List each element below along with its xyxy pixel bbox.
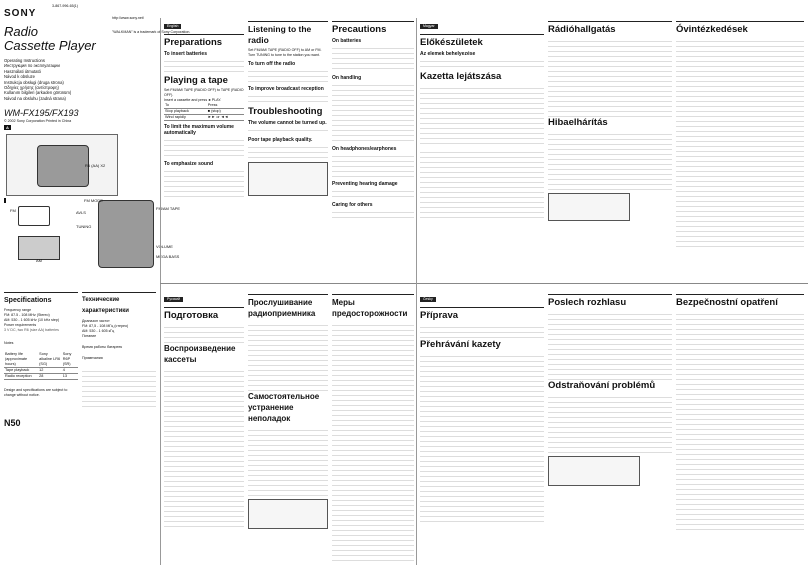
doc-code: 3-867-996-65(1) <box>52 4 78 8</box>
prec-others-sub: Caring for others <box>332 202 373 208</box>
player-main-illustration <box>98 200 154 268</box>
english-col-2 <box>248 14 328 282</box>
cz-radio-title: Poslech rozhlasu <box>548 297 627 308</box>
cz-prec-title: Bezpečnostní opatření <box>676 297 778 308</box>
spec-ru <box>82 290 156 566</box>
ru-radio-title: Прослушивание радиоприемника <box>248 298 316 318</box>
spec-ru-title: Технические характеристики <box>82 297 129 314</box>
emphasize-sub: To emphasize sound <box>164 161 214 167</box>
language-tag: Magyar <box>420 24 438 29</box>
model-number: WM-FX195/FX193 <box>4 108 79 118</box>
hungarian-col-3 <box>676 14 804 282</box>
hu-prep-sub: Az elemek behelyezése <box>420 51 476 57</box>
cz-cleaning-illustration <box>548 456 640 486</box>
language-item: Használati útmutató <box>4 68 42 74</box>
ru-cleaning-illustration <box>248 499 328 529</box>
hungarian-col-1 <box>420 14 544 282</box>
trademark-note: "WALKMAN" is a trademark of Sony Corporation. <box>112 30 191 34</box>
czech-col-1 <box>420 287 544 567</box>
spec-ru-item: Примечания <box>82 356 103 360</box>
figure-a-label: A <box>6 125 9 130</box>
radio-step-2: Turn TUNING to tune to the station you want. <box>248 53 320 57</box>
spec-ru-item: Время работы батареек <box>82 345 123 349</box>
spec-en-item: AM: 530 - 1 605 kHz (10 kHz step) <box>4 318 60 322</box>
ru-prec-title: Меры предосторожности <box>332 298 408 318</box>
table-row: Wind rapidly ►► or ◄◄ <box>164 115 244 121</box>
spec-en-item: Notes <box>4 341 14 345</box>
language-tag: Česky <box>420 297 436 302</box>
ru-play-title: Воспроизведение кассеты <box>164 344 236 364</box>
spec-en: Specifications Frequency range FM: 87.5 - 108 MHz (Stereo) AM: 530 - 1 605 kHz (10 kHz step) Power requirements 3 V DC, two R6 (size AA) batteries Notes Battery life (approximate hours) Sony alkaline LR6 (SG) Sony R6P (SR) Tape playback 12 4 Radio reception 28 13 Design and specifications are subject to change without notice. N50 <box>4 290 78 566</box>
spec-en-note: Design and specifications are subject to change without notice. <box>4 388 68 397</box>
fm-antenna-icon <box>18 206 50 226</box>
hu-cleaning-illustration <box>548 193 630 221</box>
language-item: Οδηγίες χρήσης (αντίστροφη) <box>4 85 59 91</box>
russian-col-2 <box>248 287 328 567</box>
insert-batteries-sub: To insert batteries <box>164 51 207 57</box>
player-illustration <box>37 145 89 187</box>
prec-headphones-sub: On headphones/earphones <box>332 146 397 152</box>
cleaning-illustration <box>248 162 328 196</box>
playing-title: Playing a tape <box>164 75 228 86</box>
czech-col-3 <box>676 287 804 567</box>
cz-prep-title: Příprava <box>420 310 459 321</box>
limit-volume-sub: To limit the maximum volume automatically <box>164 124 234 136</box>
label-volume: VOLUME <box>156 244 173 249</box>
cz-play-title: Přehrávání kazety <box>420 339 501 350</box>
am-antenna-icon <box>18 236 60 260</box>
language-list <box>4 58 84 101</box>
prec-handling-sub: On handling <box>332 75 362 81</box>
trouble-quality-sub: Poor tape playback quality. <box>248 137 313 143</box>
language-item: Návod k obsluze <box>4 74 35 80</box>
hu-prep-title: Előkészületek <box>420 37 483 48</box>
language-item: Operating Instructions <box>4 58 45 63</box>
hungarian-col-2 <box>548 14 672 282</box>
brand-logo: SONY <box>4 8 37 19</box>
language-tag: English <box>164 24 181 29</box>
figure-a-battery <box>6 134 118 196</box>
cz-trouble-title: Odstraňování problémů <box>548 380 656 391</box>
battery-life-table <box>4 352 78 380</box>
label-avls: AVLS <box>76 210 86 215</box>
spec-ru-item: AM: 530 - 1 605 кГц <box>82 329 115 333</box>
table-row: Tape playback 12 4 <box>4 368 78 374</box>
play-step-1: Set FM/AM/ TAPE (RADIO OFF) to TAPE (RADIO OFF). <box>164 88 244 97</box>
trouble-volume-sub: The volume cannot be turned up. <box>248 120 327 126</box>
hu-radio-title: Rádióhallgatás <box>548 24 616 35</box>
n50-logo: N50 <box>4 418 21 428</box>
radio-title: Listening to the radio <box>248 24 312 45</box>
spec-en-item: Frequency range <box>4 308 32 312</box>
table-row: Stop playback ■ (stop) <box>164 109 244 115</box>
play-table: To Press Stop playback ■ (stop) Wind rapidly ►► or ◄◄ <box>164 103 244 121</box>
language-item: Instrukcja obsługi (druga strona) <box>4 79 64 85</box>
website: http://www.sony.net/ <box>112 16 144 20</box>
table-header: Sony alkaline LR6 (SG) <box>39 352 61 366</box>
radio-step-1: Set FM/AM/ TAPE (RADIO OFF) to AM or FM. <box>248 48 322 52</box>
russian-col-1 <box>164 287 244 567</box>
troubleshooting-title: Troubleshooting <box>248 106 323 117</box>
prec-batteries-sub: On batteries <box>332 38 362 44</box>
ru-trouble-title: Самостоятельное устранение неполадок <box>248 392 320 423</box>
spec-ru-item: FM: 87,5 - 108 МГц (стерео) <box>82 324 129 328</box>
label-fm-mode: FM MODE <box>84 198 103 203</box>
spec-ru-item: Диапазон частот <box>82 319 110 323</box>
table-header: Battery life (approximate hours) <box>4 352 38 368</box>
language-tag: Русский <box>164 297 183 302</box>
ru-prep-title: Подготовка <box>164 310 219 321</box>
language-item: Инструкция по эксплуатации <box>4 63 60 69</box>
improve-reception-sub: To improve broadcast reception <box>248 86 324 92</box>
language-item: Návod na obsluhu (zadná strana) <box>4 95 66 101</box>
spec-ru-item: Питание <box>82 334 97 338</box>
hu-trouble-title: Hibaelhárítás <box>548 117 608 128</box>
precautions-title: Precautions <box>332 24 387 35</box>
table-row: Radio reception 28 13 <box>4 374 78 380</box>
spec-en-title: Specifications <box>4 297 52 304</box>
hu-play-title: Kazetta lejátszása <box>420 71 502 82</box>
english-col-1 <box>164 14 244 282</box>
russian-col-3 <box>332 287 414 567</box>
prec-hearing-sub: Preventing hearing damage <box>332 181 398 187</box>
label-batteries: R6 (AA) X2 <box>85 163 106 168</box>
czech-col-2 <box>548 287 672 567</box>
product-title-line2: Cassette Player <box>4 38 96 53</box>
product-title-line1: Radio <box>4 24 38 39</box>
label-mega-bass: MEGA BASS <box>156 254 180 259</box>
language-item: Kullanım bilgileri (arkaden görünüm) <box>4 90 72 96</box>
play-step-2: Insert a cassette and press ►PLAY. <box>164 98 222 102</box>
english-col-3 <box>332 14 414 282</box>
spec-en-item: Power requirements <box>4 323 37 327</box>
copyright: © 2002 Sony Corporation Printed in China <box>4 119 72 123</box>
spec-en-item: FM: 87.5 - 108 MHz (Stereo) <box>4 313 50 317</box>
label-fm: FM <box>10 208 16 213</box>
table-header: Sony R6P (SR) <box>62 352 78 368</box>
radio-off-sub: To turn off the radio <box>248 61 296 67</box>
label-fm-am-tape: FM/AM TAPE <box>156 206 181 211</box>
hu-prec-title: Óvintézkedések <box>676 24 748 35</box>
label-am: AM <box>36 258 42 263</box>
label-tuning: TUNING <box>76 224 92 229</box>
preparations-title: Preparations <box>164 37 223 48</box>
